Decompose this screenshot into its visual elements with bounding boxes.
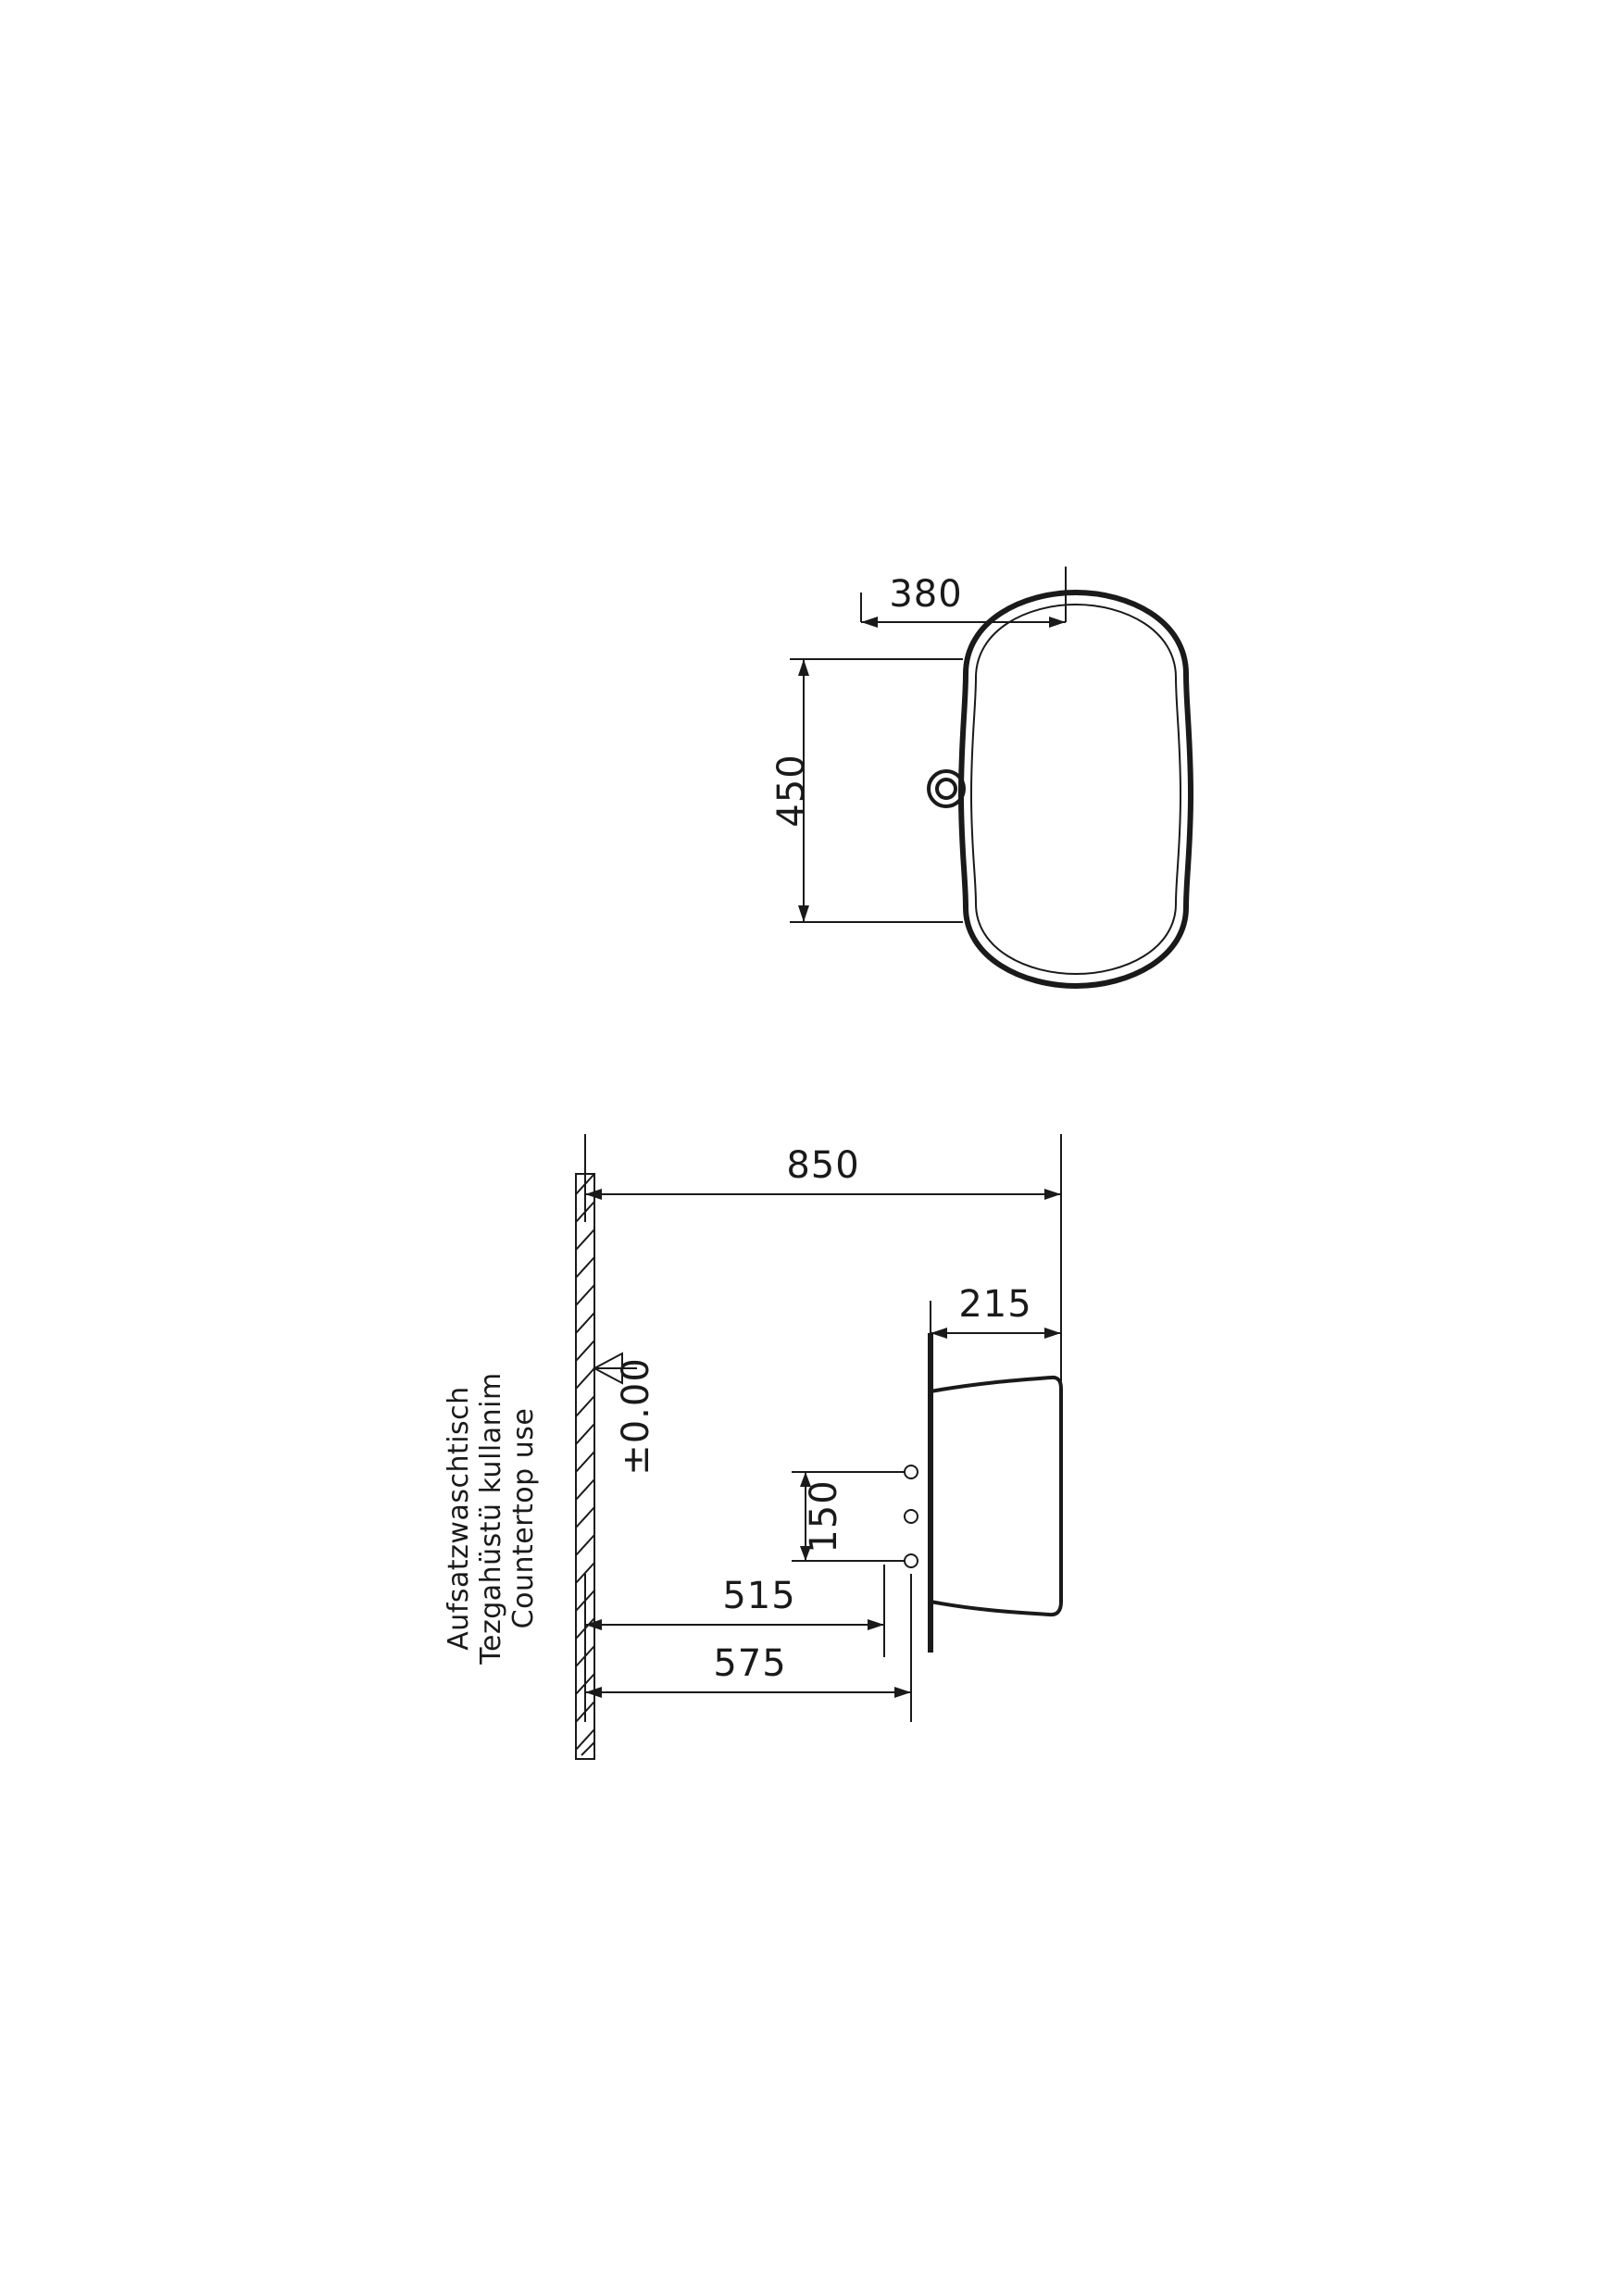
side-view-group [443,1134,1061,1759]
arrow-515-right [868,1619,884,1630]
dimension-150-label: 150 [803,1479,845,1553]
top-view-group [770,567,1191,986]
arrow-450-bottom [798,905,809,922]
tap-hole-upper [905,1466,918,1478]
dimension-850-label: 850 [786,1144,860,1187]
arrow-850-right [1044,1189,1061,1200]
dimension-380-label: 380 [889,573,963,616]
basin-inner-outline-top [971,605,1181,974]
arrow-380-left [861,617,878,628]
arrow-380-right [1049,617,1066,628]
dimension-450-label: 450 [770,754,813,828]
level-marker-label: ±0.00 [615,1357,657,1476]
note-countertop-use-tr: Tezgahüstü kullanim [475,1372,507,1665]
arrow-215-right [1044,1328,1061,1339]
note-countertop-use-en: Countertop use [507,1407,540,1629]
drain-hole-inner-icon [937,780,956,798]
tap-hole-center [905,1510,918,1523]
tap-hole-lower [905,1554,918,1567]
note-countertop-use-de: Aufsatzwaschtisch [443,1386,475,1651]
basin-outline-top [961,592,1191,986]
arrow-450-top [798,659,809,676]
dimension-515-label: 515 [722,1575,796,1617]
dimension-575-label: 575 [713,1642,787,1685]
basin-bowl-profile-side [931,1378,1061,1615]
dimension-215-label: 215 [958,1283,1032,1326]
arrow-575-right [894,1687,911,1698]
